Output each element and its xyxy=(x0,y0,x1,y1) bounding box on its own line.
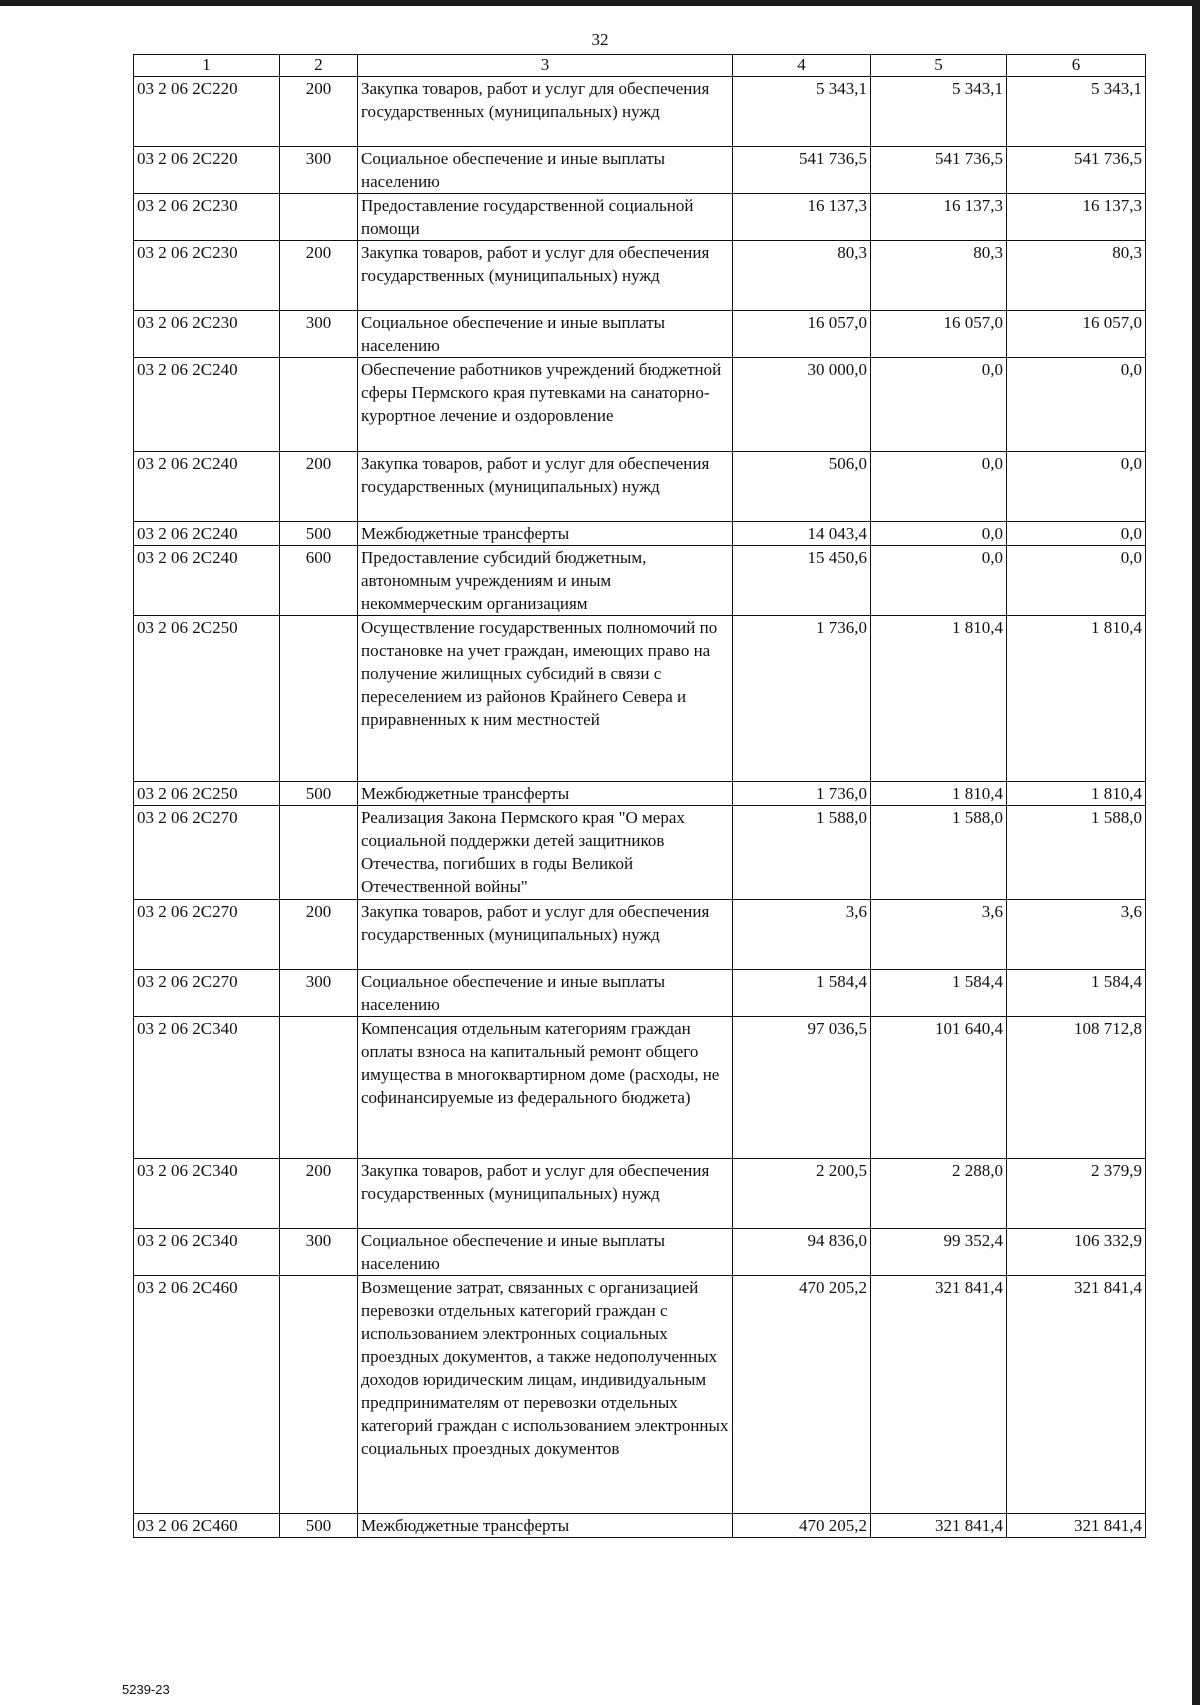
budget-code-cell: 03 2 06 2С240 xyxy=(134,452,280,522)
description-cell: Закупка товаров, работ и услуг для обеспечения государственных (муниципальных) нужд xyxy=(358,452,733,522)
amount-col6-cell: 321 841,4 xyxy=(1007,1276,1146,1514)
amount-col6-cell: 80,3 xyxy=(1007,241,1146,311)
expense-group-cell: 500 xyxy=(280,1514,358,1538)
table-row xyxy=(134,1514,1146,1538)
amount-col5-cell: 80,3 xyxy=(871,241,1007,311)
budget-code-cell: 03 2 06 2С270 xyxy=(134,970,280,1017)
amount-col4-cell: 506,0 xyxy=(733,452,871,522)
budget-code-cell: 03 2 06 2С270 xyxy=(134,806,280,900)
description-cell: Межбюджетные трансферты xyxy=(358,782,733,806)
table-row xyxy=(134,970,1146,1017)
amount-col4-cell: 5 343,1 xyxy=(733,77,871,147)
budget-code-cell: 03 2 06 2С340 xyxy=(134,1017,280,1159)
amount-col4-cell: 2 200,5 xyxy=(733,1159,871,1229)
amount-col5-cell: 5 343,1 xyxy=(871,77,1007,147)
amount-col5-cell: 541 736,5 xyxy=(871,147,1007,194)
expense-group-cell: 200 xyxy=(280,900,358,970)
amount-col6-cell: 3,6 xyxy=(1007,900,1146,970)
amount-col6-cell: 5 343,1 xyxy=(1007,77,1146,147)
amount-col4-cell: 94 836,0 xyxy=(733,1229,871,1276)
amount-col5-cell: 1 810,4 xyxy=(871,616,1007,782)
column-header: 4 xyxy=(733,55,871,77)
budget-code-cell: 03 2 06 2С230 xyxy=(134,241,280,311)
expense-group-cell xyxy=(280,616,358,782)
amount-col6-cell: 106 332,9 xyxy=(1007,1229,1146,1276)
description-cell: Возмещение затрат, связанных с организацией перевозки отдельных категорий граждан с использованием электронных социальных проездных документов, а также недополученных доходов юридическим лицам, индивидуальным предпринимателям от перевозки отдельных категорий граждан с использованием электронных социальных проездных документов xyxy=(358,1276,733,1514)
expense-group-cell: 200 xyxy=(280,77,358,147)
document-code: 5239-23 xyxy=(122,1682,170,1697)
description-cell: Социальное обеспечение и иные выплаты населению xyxy=(358,311,733,358)
amount-col4-cell: 1 584,4 xyxy=(733,970,871,1017)
description-cell: Компенсация отдельным категориям граждан оплаты взноса на капитальный ремонт общего имущества в многоквартирном доме (расходы, не софинансируемые из федерального бюджета) xyxy=(358,1017,733,1159)
budget-code-cell: 03 2 06 2С460 xyxy=(134,1276,280,1514)
amount-col6-cell: 108 712,8 xyxy=(1007,1017,1146,1159)
description-cell: Закупка товаров, работ и услуг для обеспечения государственных (муниципальных) нужд xyxy=(358,900,733,970)
table-row xyxy=(134,1159,1146,1229)
table-row xyxy=(134,452,1146,522)
amount-col6-cell: 0,0 xyxy=(1007,452,1146,522)
column-header: 2 xyxy=(280,55,358,77)
description-cell: Предоставление государственной социальной помощи xyxy=(358,194,733,241)
expense-group-cell: 200 xyxy=(280,241,358,311)
amount-col6-cell: 2 379,9 xyxy=(1007,1159,1146,1229)
table-row xyxy=(134,1276,1146,1514)
column-header: 6 xyxy=(1007,55,1146,77)
budget-code-cell: 03 2 06 2С240 xyxy=(134,546,280,616)
expense-group-cell xyxy=(280,194,358,241)
budget-code-cell: 03 2 06 2С460 xyxy=(134,1514,280,1538)
expense-group-cell xyxy=(280,358,358,452)
amount-col4-cell: 3,6 xyxy=(733,900,871,970)
scan-edge-top xyxy=(0,0,1200,6)
column-header-row xyxy=(134,55,1146,77)
amount-col5-cell: 16 057,0 xyxy=(871,311,1007,358)
table-row xyxy=(134,241,1146,311)
description-cell: Межбюджетные трансферты xyxy=(358,1514,733,1538)
description-cell: Закупка товаров, работ и услуг для обеспечения государственных (муниципальных) нужд xyxy=(358,241,733,311)
table-row xyxy=(134,194,1146,241)
amount-col4-cell: 470 205,2 xyxy=(733,1514,871,1538)
amount-col4-cell: 14 043,4 xyxy=(733,522,871,546)
table-body xyxy=(134,77,1146,1538)
amount-col6-cell: 1 584,4 xyxy=(1007,970,1146,1017)
amount-col4-cell: 541 736,5 xyxy=(733,147,871,194)
expense-group-cell: 600 xyxy=(280,546,358,616)
column-header: 1 xyxy=(134,55,280,77)
amount-col6-cell: 0,0 xyxy=(1007,358,1146,452)
budget-code-cell: 03 2 06 2С230 xyxy=(134,194,280,241)
description-cell: Осуществление государственных полномочий по постановке на учет граждан, имеющих право на получение жилищных субсидий в связи с переселением из районов Крайнего Севера и приравненных к ним местностей xyxy=(358,616,733,782)
table-row xyxy=(134,77,1146,147)
budget-code-cell: 03 2 06 2С220 xyxy=(134,147,280,194)
table-row xyxy=(134,522,1146,546)
budget-code-cell: 03 2 06 2С270 xyxy=(134,900,280,970)
amount-col6-cell: 1 810,4 xyxy=(1007,782,1146,806)
expense-group-cell: 200 xyxy=(280,452,358,522)
table-row xyxy=(134,147,1146,194)
amount-col5-cell: 16 137,3 xyxy=(871,194,1007,241)
budget-code-cell: 03 2 06 2С240 xyxy=(134,522,280,546)
budget-table xyxy=(133,54,1146,1538)
amount-col5-cell: 2 288,0 xyxy=(871,1159,1007,1229)
amount-col4-cell: 30 000,0 xyxy=(733,358,871,452)
amount-col6-cell: 321 841,4 xyxy=(1007,1514,1146,1538)
amount-col6-cell: 16 137,3 xyxy=(1007,194,1146,241)
amount-col4-cell: 470 205,2 xyxy=(733,1276,871,1514)
description-cell: Предоставление субсидий бюджетным, автономным учреждениям и иным некоммерческим организациям xyxy=(358,546,733,616)
amount-col5-cell: 0,0 xyxy=(871,358,1007,452)
expense-group-cell xyxy=(280,1276,358,1514)
amount-col4-cell: 1 736,0 xyxy=(733,782,871,806)
column-header: 3 xyxy=(358,55,733,77)
amount-col4-cell: 16 057,0 xyxy=(733,311,871,358)
amount-col4-cell: 1 588,0 xyxy=(733,806,871,900)
description-cell: Обеспечение работников учреждений бюджетной сферы Пермского края путевками на санаторно-курортное лечение и оздоровление xyxy=(358,358,733,452)
description-cell: Социальное обеспечение и иные выплаты населению xyxy=(358,147,733,194)
amount-col4-cell: 80,3 xyxy=(733,241,871,311)
budget-code-cell: 03 2 06 2С230 xyxy=(134,311,280,358)
description-cell: Закупка товаров, работ и услуг для обеспечения государственных (муниципальных) нужд xyxy=(358,77,733,147)
table-row xyxy=(134,616,1146,782)
amount-col5-cell: 321 841,4 xyxy=(871,1514,1007,1538)
amount-col5-cell: 321 841,4 xyxy=(871,1276,1007,1514)
expense-group-cell: 500 xyxy=(280,782,358,806)
amount-col5-cell: 0,0 xyxy=(871,452,1007,522)
budget-code-cell: 03 2 06 2С240 xyxy=(134,358,280,452)
amount-col4-cell: 16 137,3 xyxy=(733,194,871,241)
amount-col5-cell: 101 640,4 xyxy=(871,1017,1007,1159)
amount-col4-cell: 15 450,6 xyxy=(733,546,871,616)
amount-col5-cell: 3,6 xyxy=(871,900,1007,970)
amount-col6-cell: 541 736,5 xyxy=(1007,147,1146,194)
expense-group-cell xyxy=(280,806,358,900)
amount-col5-cell: 1 810,4 xyxy=(871,782,1007,806)
amount-col5-cell: 1 584,4 xyxy=(871,970,1007,1017)
amount-col6-cell: 0,0 xyxy=(1007,522,1146,546)
expense-group-cell: 300 xyxy=(280,970,358,1017)
amount-col4-cell: 1 736,0 xyxy=(733,616,871,782)
expense-group-cell: 200 xyxy=(280,1159,358,1229)
amount-col5-cell: 99 352,4 xyxy=(871,1229,1007,1276)
amount-col5-cell: 0,0 xyxy=(871,546,1007,616)
amount-col5-cell: 1 588,0 xyxy=(871,806,1007,900)
budget-code-cell: 03 2 06 2С250 xyxy=(134,616,280,782)
table-row xyxy=(134,1229,1146,1276)
table-row xyxy=(134,546,1146,616)
expense-group-cell: 300 xyxy=(280,1229,358,1276)
page-number: 32 xyxy=(591,30,609,49)
scan-edge-right xyxy=(1192,0,1200,1705)
expense-group-cell: 300 xyxy=(280,311,358,358)
expense-group-cell xyxy=(280,1017,358,1159)
amount-col6-cell: 16 057,0 xyxy=(1007,311,1146,358)
description-cell: Социальное обеспечение и иные выплаты населению xyxy=(358,970,733,1017)
table-row xyxy=(134,358,1146,452)
budget-code-cell: 03 2 06 2С250 xyxy=(134,782,280,806)
budget-code-cell: 03 2 06 2С340 xyxy=(134,1159,280,1229)
amount-col5-cell: 0,0 xyxy=(871,522,1007,546)
amount-col6-cell: 0,0 xyxy=(1007,546,1146,616)
description-cell: Реализация Закона Пермского края "О мерах социальной поддержки детей защитников Отечества, погибших в годы Великой Отечественной войны" xyxy=(358,806,733,900)
amount-col6-cell: 1 588,0 xyxy=(1007,806,1146,900)
description-cell: Социальное обеспечение и иные выплаты населению xyxy=(358,1229,733,1276)
table-row xyxy=(134,900,1146,970)
column-header: 5 xyxy=(871,55,1007,77)
amount-col4-cell: 97 036,5 xyxy=(733,1017,871,1159)
table-row xyxy=(134,1017,1146,1159)
description-cell: Межбюджетные трансферты xyxy=(358,522,733,546)
budget-code-cell: 03 2 06 2С340 xyxy=(134,1229,280,1276)
expense-group-cell: 300 xyxy=(280,147,358,194)
table-row xyxy=(134,806,1146,900)
amount-col6-cell: 1 810,4 xyxy=(1007,616,1146,782)
table-row xyxy=(134,782,1146,806)
table-row xyxy=(134,311,1146,358)
description-cell: Закупка товаров, работ и услуг для обеспечения государственных (муниципальных) нужд xyxy=(358,1159,733,1229)
expense-group-cell: 500 xyxy=(280,522,358,546)
budget-code-cell: 03 2 06 2С220 xyxy=(134,77,280,147)
